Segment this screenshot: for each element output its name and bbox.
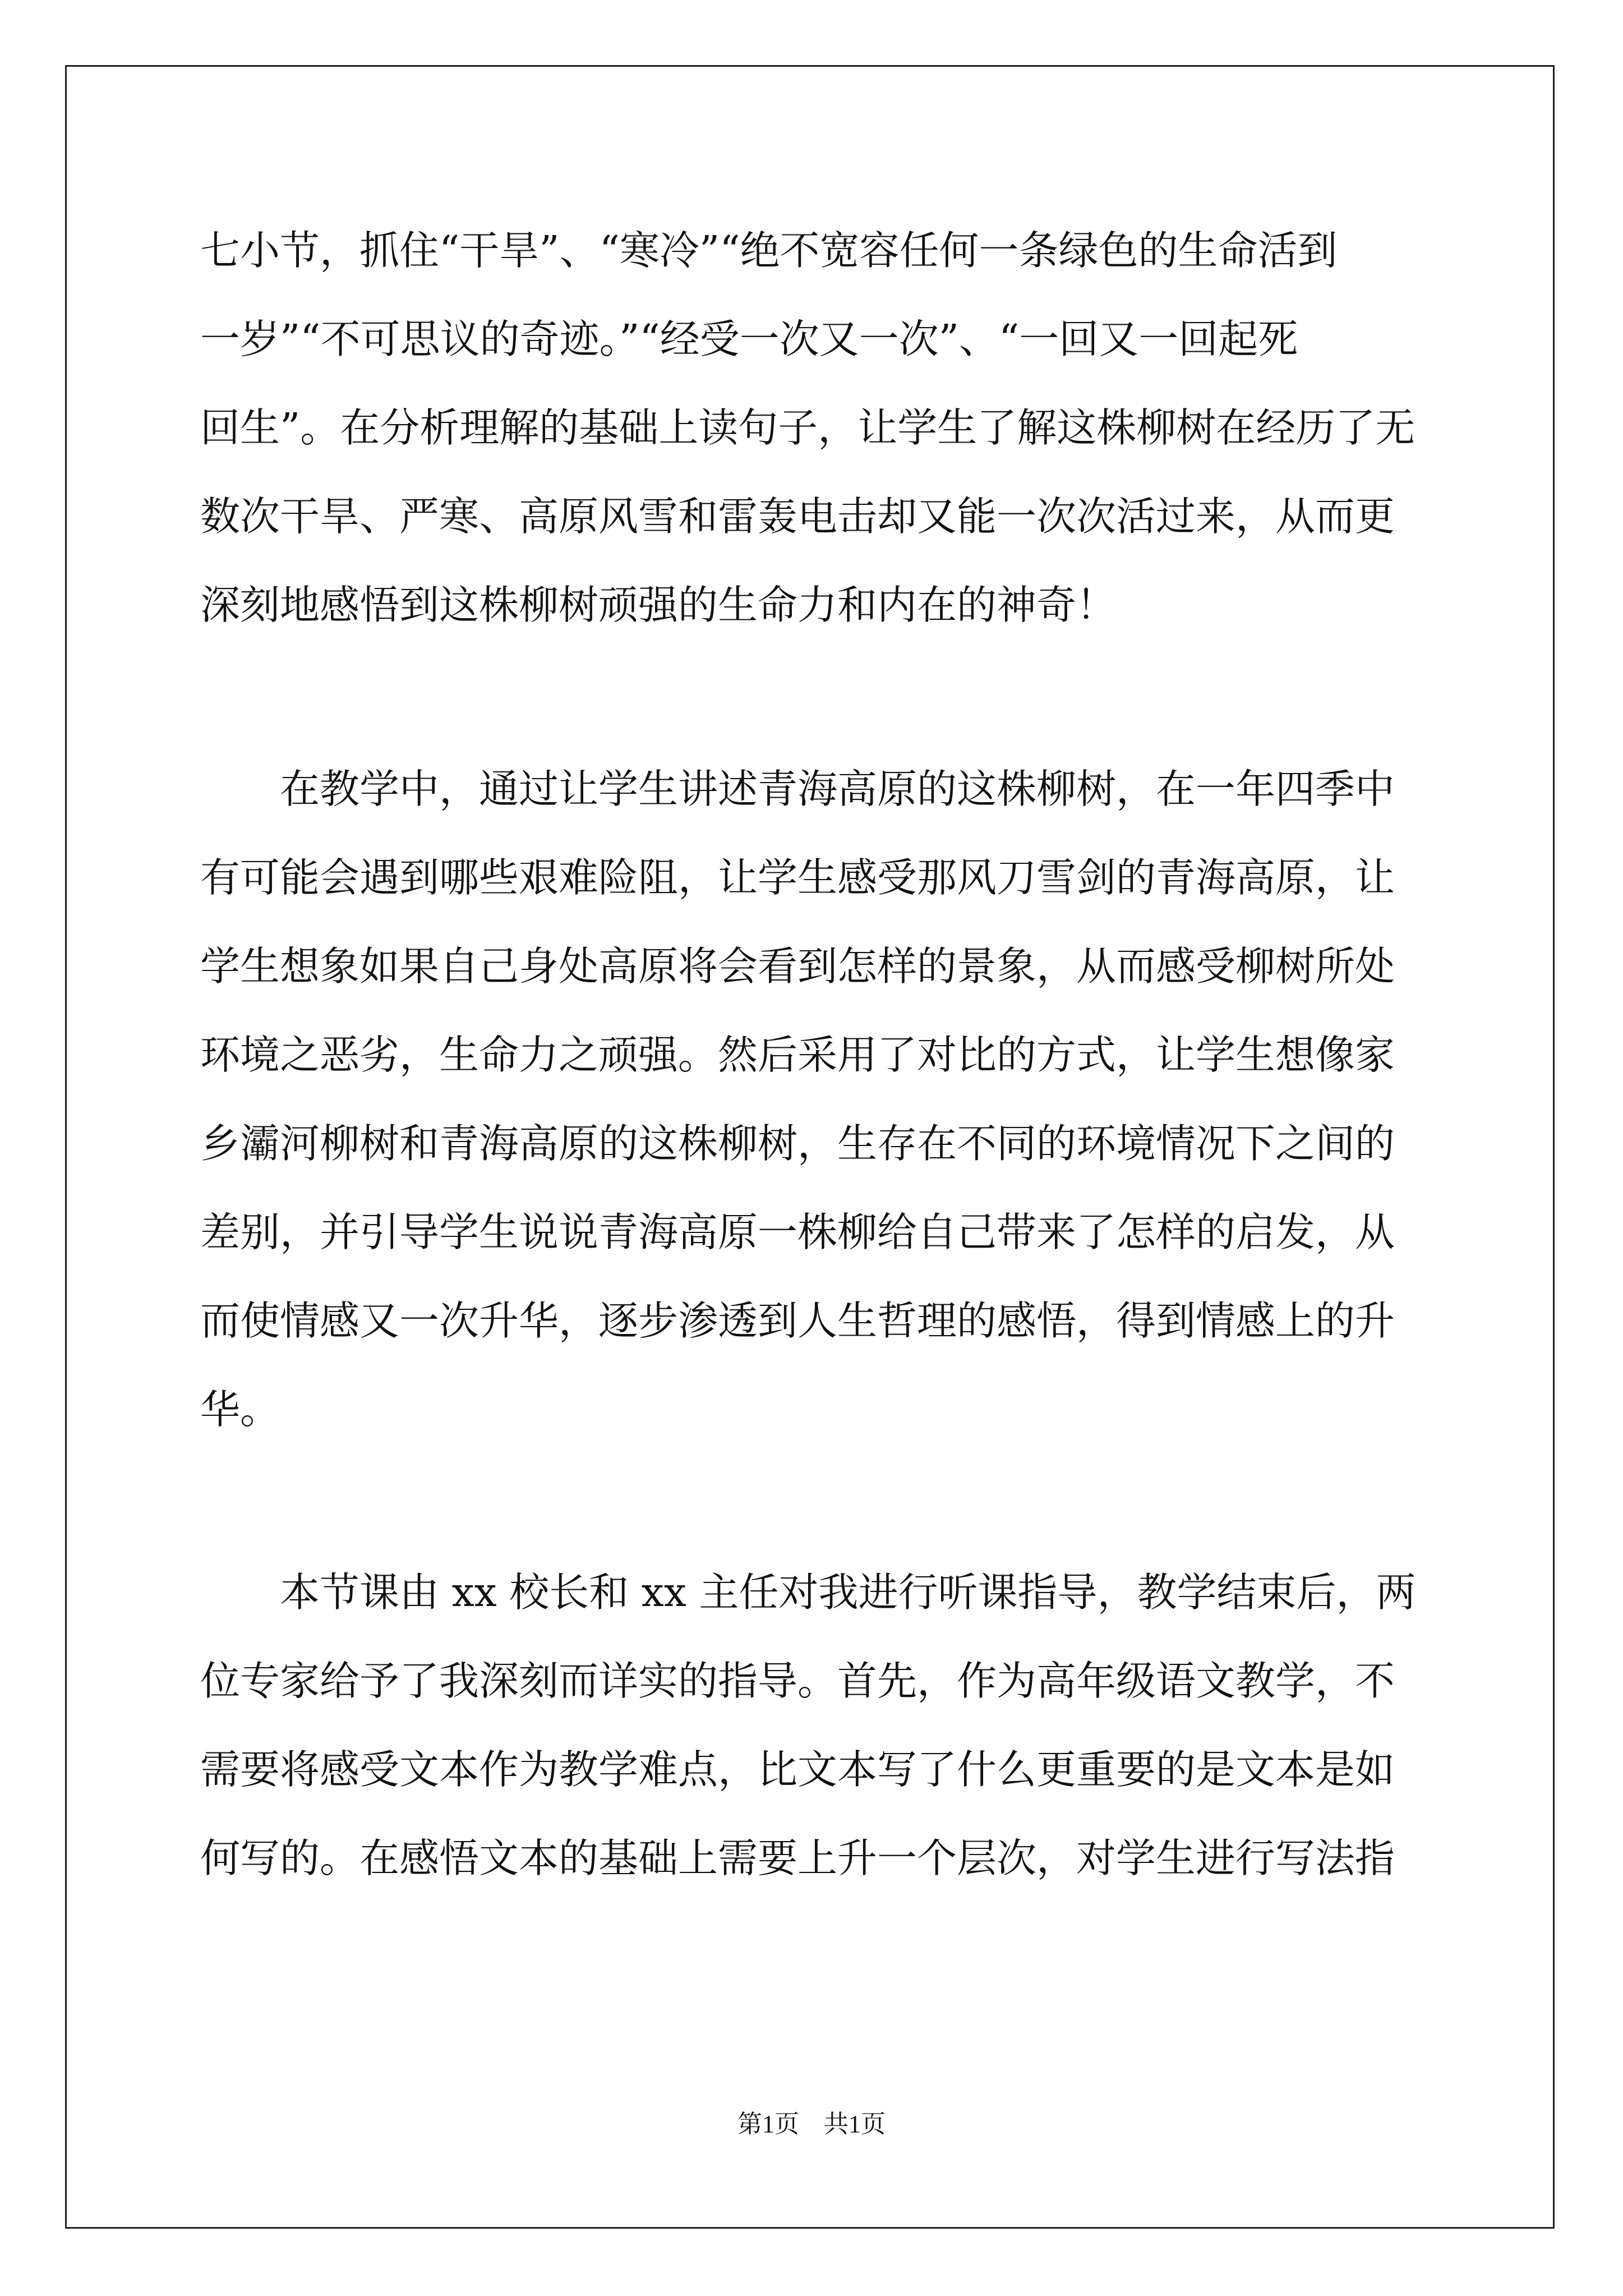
text-line: 华。 — [200, 1386, 280, 1433]
text-line: 需要将感受文本作为教学难点，比文本写了什么更重要的是文本是如 — [200, 1746, 1395, 1793]
text-line: 乡灞河柳树和青海高原的这株柳树，生存在不同的环境情况下之间的 — [200, 1120, 1395, 1167]
text-line: 深刻地感悟到这株柳树顽强的生命力和内在的神奇！ — [200, 582, 1117, 628]
text-line: 何写的。在感悟文本的基础上需要上升一个层次，对学生进行写法指 — [200, 1835, 1395, 1881]
text-line: 七小节，抓住“干旱”、“寒冷”“绝不宽容任何一条绿色的生命活到 — [200, 227, 1338, 274]
text-line: 在教学中，通过让学生讲述青海高原的这株柳树，在一年四季中 — [200, 766, 1395, 812]
text-line: 一岁”“不可思议的奇迹。”“经受一次又一次”、“一回又一回起死 — [200, 316, 1298, 362]
text-line: 有可能会遇到哪些艰难险阻，让学生感受那风刀雪剑的青海高原，让 — [200, 854, 1395, 901]
text-line: 本节课由 xx 校长和 xx 主任对我进行听课指导，教学结束后，两 — [200, 1569, 1416, 1616]
text-line: 位专家给予了我深刻而详实的指导。首先，作为高年级语文教学，不 — [200, 1658, 1395, 1704]
text-line: 环境之恶劣，生命力之顽强。然后采用了对比的方式，让学生想像家 — [200, 1032, 1395, 1078]
page-number: 第1页 共1页 — [737, 2110, 886, 2138]
text-line: 差别，并引导学生说说青海高原一株柳给自己带来了怎样的启发，从 — [200, 1209, 1395, 1255]
text-line: 学生想象如果自己身处高原将会看到怎样的景象，从而感受柳树所处 — [200, 943, 1395, 990]
text-line: 而使情感又一次升华，逐步渗透到人生哲理的感悟，得到情感上的升 — [200, 1297, 1395, 1344]
text-line: 回生”。在分析理解的基础上读句子，让学生了解这株柳树在经历了无 — [200, 404, 1415, 451]
text-line: 数次干旱、严寒、高原风雪和雷轰电击却又能一次次活过来，从而更 — [200, 493, 1395, 540]
